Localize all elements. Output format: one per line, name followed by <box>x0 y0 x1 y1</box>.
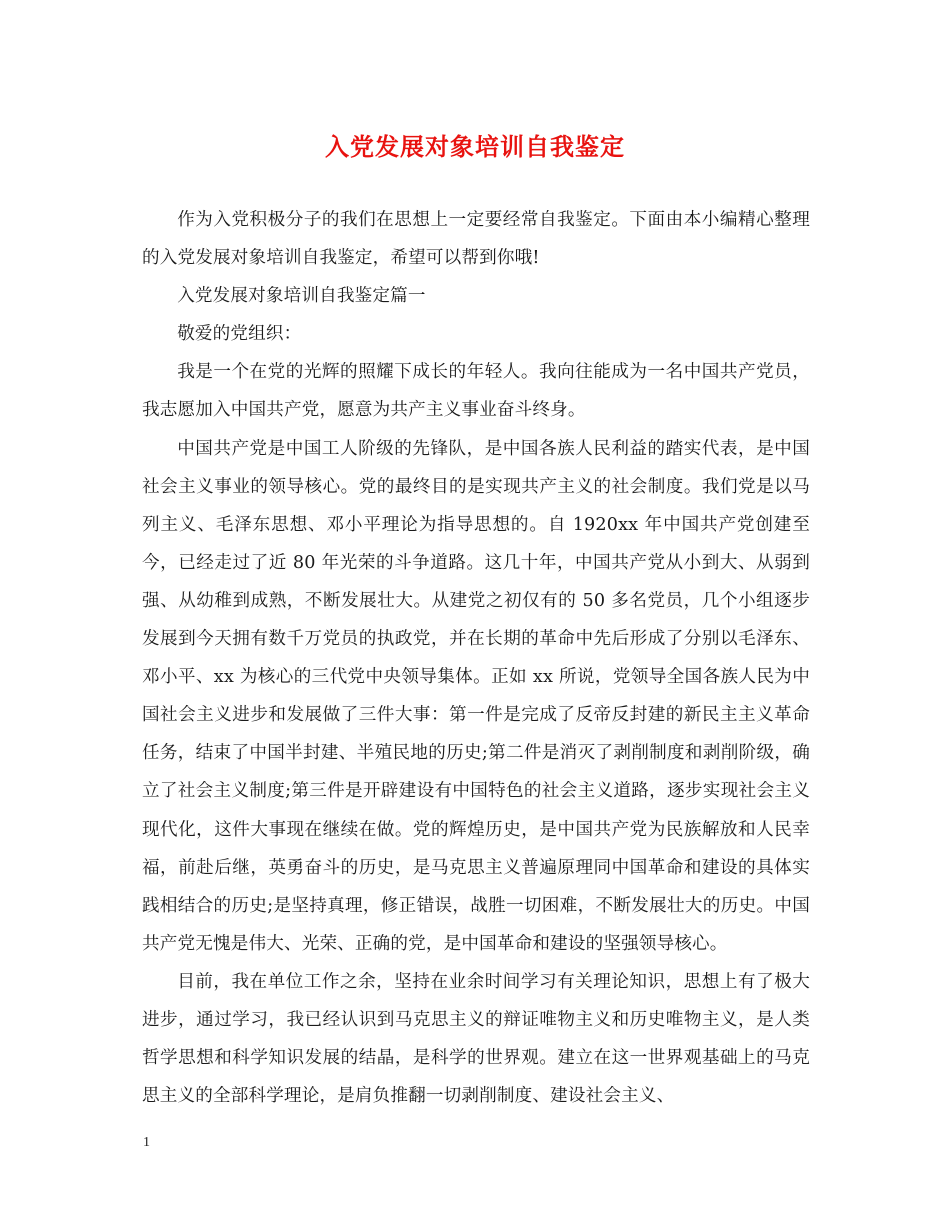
body-paragraph-3: 目前，我在单位工作之余，坚持在业余时间学习有关理论知识，思想上有了极大进步，通过学习，我已经认识到马克思主义的辩证唯物主义和历史唯物主义，是人类哲学思想和科学知识发展的结晶，是科学的世界观。建立在这一世界观基础上的马克思主义的全部科学理论，是肩负推翻一切剥削制度、建设社会主义、 <box>142 971 810 1107</box>
salutation: 敬爱的党组织： <box>177 324 302 345</box>
document-title: 入党发展对象培训自我鉴定 <box>325 133 625 161</box>
intro-paragraph: 作为入党积极分子的我们在思想上一定要经常自我鉴定。下面由本小编精心整理的入党发展对象培训自我鉴定，希望可以帮到你哦! <box>142 210 810 269</box>
section-heading: 入党发展对象培训自我鉴定篇一 <box>177 286 426 307</box>
page-number: 1 <box>143 1135 150 1150</box>
document-body <box>142 201 810 1115</box>
body-paragraph-2: 中国共产党是中国工人阶级的先锋队，是中国各族人民利益的踏实代表，是中国社会主义事业的领导核心。党的最终目的是实现共产主义的社会制度。我们党是以马列主义、毛泽东思想、邓小平理论为指导思想的。自 1920xx 年中国共产党创建至今，已经走过了近 80 年光荣的斗争道路。这几十年，中国共产党从小到大、从弱到强、从幼稚到成熟，不断发展壮大。从建党之初仅有的 50 多名党员，几个小组逐步发展到今天拥有数千万党员的执政党，并在长期的革命中先后形成了分别以毛泽东、邓小平、xx 为核心的三代党中央领导集体。正如 xx 所说，党领导全国各族人民为中国社会主义进步和发展做了三件大事：第一件是完成了反帝反封建的新民主主义革命任务，结束了中国半封建、半殖民地的历史;第二件是消灭了剥削制度和剥削阶级，确立了社会主义制度;第三件是开辟建设有中国特色的社会主义道路，逐步实现社会主义现代化，这件大事现在继续在做。党的辉煌历史，是中国共产党为民族解放和人民幸福，前赴后继，英勇奋斗的历史，是马克思主义普遍原理同中国革命和建设的具体实践相结合的历史;是坚持真理，修正错误，战胜一切困难，不断发展壮大的历史。中国共产党无愧是伟大、光荣、正确的党，是中国革命和建设的坚强领导核心。 <box>142 438 810 954</box>
body-paragraph-1: 我是一个在党的光辉的照耀下成长的年轻人。我向往能成为一名中国共产党员，我志愿加入中国共产党，愿意为共产主义事业奋斗终身。 <box>142 362 810 421</box>
